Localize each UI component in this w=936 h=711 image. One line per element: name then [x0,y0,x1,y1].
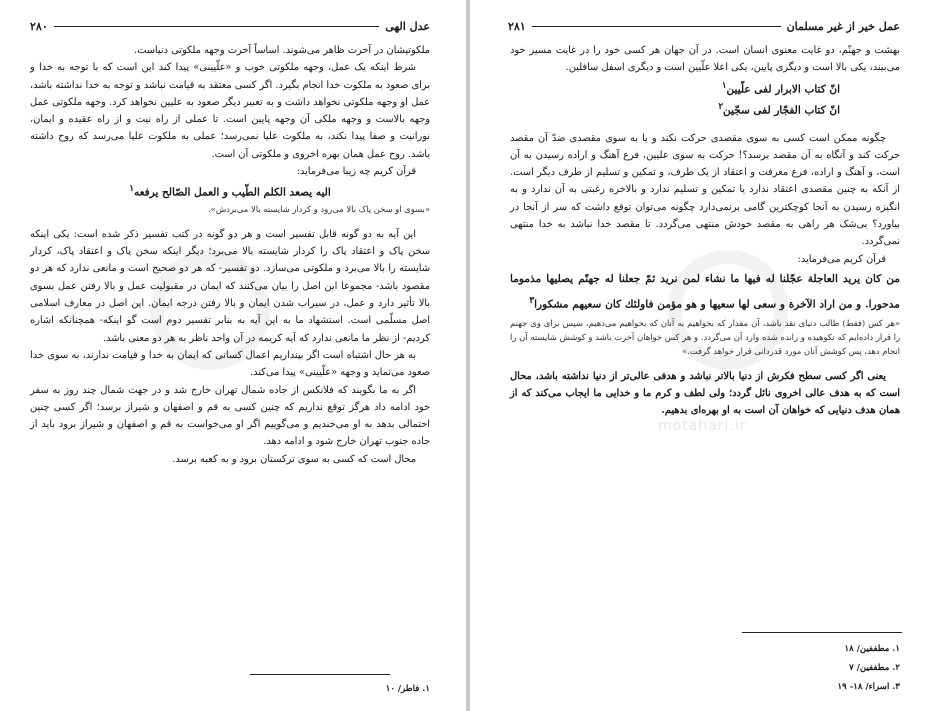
footnote: ۳. اسراء/ ۱۸- ۱۹ [837,682,900,692]
verse-text: انّ کتاب الابرار لفی علّیین [726,83,840,96]
right-page-number: ۲۸۱ [508,19,526,33]
paragraph: به هر حال اشتباه است اگر بپنداریم اعمال کسانی که ایمان به خدا و قیامت ندارند، به سوی خدا صعود می‌نماید و وجهه «علّیینی» پیدا می‌کند. [30,349,430,379]
left-page-number: ۲۸۰ [30,19,48,33]
footnote-rule [250,674,390,675]
verse-text: من کان یرید العاجلة عجّلنا له فیها ما نشاء لمن نرید ثمّ جعلنا له جهنّم یصلیها مذموما مدحورا. و من اراد الآخرة و سعی لها سعیها و هو مؤمن فاولئك كان سعیهم مشكورا [510,272,900,311]
verse-text: الیه یصعد الکلم الطّیب و العمل الصّالح یرفعه [133,186,331,199]
paragraph: قرآن کریم چه زیبا می‌فرماید: [296,166,416,178]
verse-text: انّ کتاب الفجّار لفی سجّین [723,104,840,117]
footnote: ۱. مطففین/ ۱۸ [844,644,900,654]
footnote: ۱. فاطر/ ۱۰ [385,684,430,694]
paragraph: این آیه به دو گونه قابل تفسیر است و هر دو گونه در کتب تفسیر ذکر شده است: یکی اینکه سخن پاک و اعتقاد پاک را کردار شایسته بالا می‌برد؛ دیگر اینکه سخن پاک و اعتقاد پاک، کردار شایسته را بالا می‌برد و ملکوتی می‌سازد. دو تفسیر- که هر دو صحیح است و مانعی ندارد که هر دو مقصود باشد- مجموعا این اصل را بیان می‌کنند که ایمان در مقبولیت عمل و بالا رفتن عمل بسوی بالا تأثیر دارد و عمل، در سیراب شدن ایمان و بالا رفتن درجه ایمان. این اصل در معارف اسلامی اصل مسلّمی است. استشهاد ما به این آیه به بنابر تفسیر دوم است گو اینکه- همچنانکه اشاره کردیم- از نظر ما مانعی ندارد که آیه کریمه در آن واحد ناظر به هر دو معنی باشد. [30,228,430,344]
paragraph: بهشت و جهنّم، دو غایت معنوی انسان است. در آن جهان هر کسی خود را در غایت مسیر خود می‌بیند، یکی بالا است و دیگری پایین، یکی اعلا علّیین است و دیگری اسفل سافلین. [510,45,900,74]
right-page-body [510,42,900,419]
header-rule [54,26,379,27]
paragraph: ملکوتیشان در آخرت ظاهر می‌شوند. اساساً آخرت وجهه ملکوتی دنیاست. [133,45,430,56]
left-page-title: عدل الهی [385,19,430,33]
quran-verse: الیه یصعد الکلم الطّیب و العمل الصّالح یرفعه$^۱$ [129,184,331,199]
right-page-header [508,18,900,34]
left-page-header [30,18,430,34]
paragraph: محال است که کسی به سوی ترکستان برود و به کعبه برسد. [172,453,416,465]
paragraph: شرط اینکه یک عمل، وجهه ملکوتی خوب و «علّیینی» پیدا کند این است که با توجه به خدا و برای صعود به ملکوت خدا انجام بگیرد. اگر کسی معتقد به قیامت نباشد و توجه به خدا نداشته باشد، عمل او وجهه ملکوتی نخواهد داشت و به تعبیر دیگر صعود به علیین نخواهد کرد. وجهه ملکوتی عمل وجهه بالاست و وجهه ملکی آن وجهه پایین است. تا عملی از راه نیت و از راه عقیده و ایمان، نورانیت و صفا پیدا نکند، به ملکوت علیا نمی‌رسد؛ عملی به ملکوت علیا می‌رسد که روح داشته باشد. روح عمل همان بهره اخروی و ملکوتی آن است. [30,62,430,160]
right-footnotes [837,640,900,697]
right-page-title: عمل خیر از غیر مسلمان [786,19,900,33]
paragraph: قرآن کریم می‌فرماید: [797,253,886,265]
verse-translation: «بسوی او سخن پاک بالا می‌رود و کردار شایسته بالا می‌بردش». [208,203,430,214]
quran-verse: انّ کتاب الابرار لفی علّیین$^۱$ [721,80,840,96]
quran-verse: انّ کتاب الفجّار لفی سجّین$^۲$ [718,102,840,117]
header-rule [532,26,781,27]
verse-translation: «هر کس (فقط) طالب دنیای نقد باشد، آن مقدار که بخواهیم به آنان که بخواهیم می‌دهیم، سپس برای وی جهنم را قرار داده‌ایم که نکوهیده و رانده شده وارد آن می‌گردد. و هر کس خواهان آخرت باشد و کوشش شایسته آن را انجام دهد، پس کوشش آنان مورد قدردانی قرار خواهد گرفت.» [510,317,900,356]
paragraph: یعنی اگر کسی سطح فکرش از دنیا بالاتر نباشد و هدفی عالی‌تر از دنیا نداشته باشد، محال است که به هدف عالی اخروی نائل گردد؛ ولی لطف و کرم ما و خدایی ما ایجاب می‌کند که از همان هدف دنیایی که خواهان آن است به او بهره‌ای بدهیم. [510,370,900,417]
footnote: ۲. مطففین/ ۷ [849,663,900,673]
paragraph: اگر به ما بگویند که فلانکس از جاده شمال تهران خارج شد و در جهت شمال چند روز به سفر خود ادامه داد هرگز توقع نداریم که چنین کسی به قم و اصفهان و شیراز برسد؛ اگر کسی چنین احتمالی بدهد به او می‌خندیم و می‌گوییم اگر او می‌خواست به قم و اصفهان و شیراز برود باید از جاده جنوب تهران خارج شود و ادامه دهد. [30,384,430,448]
quran-verse-bold: من کان یرید العاجلة عجّلنا له فیها ما نشاء لمن نرید ثمّ جعلنا له جهنّم یصلیها مذموما مدحورا. و من اراد الآخرة و سعی لها سعیها و هو مؤمن فاولئك كان سعیهم مشكورا$^۳$ [510,272,900,311]
paragraph: چگونه ممکن است کسی به سوی مقصدی حرکت نکند و یا به سوی مقصدی ضدّ آن مقصد حرکت کند و آنگاه به آن مقصد برسد؟! حرکت به سوی علیین، فرع آهنگ و اراده رسیدن به آن است، و آهنگ و اراده، فرع معرفت و اعتقاد از یک طرف، و تمکین و تسلیم از طرف دیگر است. از آنکه به چنین مقصدی اعتقاد ندارد یا تمکین و تسلیم ندارد و بالاخره رغبتی به آن ندارد و به انگیزه رسیدن به آنجا کوچکترین گامی برنمی‌دارد چگونه می‌توان توقع داشت که سر از آنجا در بیاورد؟ بی‌شک هر راهی به مقصد خودش منتهی می‌گردد. تا مقصد خدا نباشد به خدا منتهی نمی‌گردد. [510,132,900,248]
left-page-body [30,42,430,468]
watermark-text: motahari.ir [658,418,747,434]
footnote-rule [742,632,902,633]
right-page [468,0,936,711]
left-footnotes [386,680,430,699]
